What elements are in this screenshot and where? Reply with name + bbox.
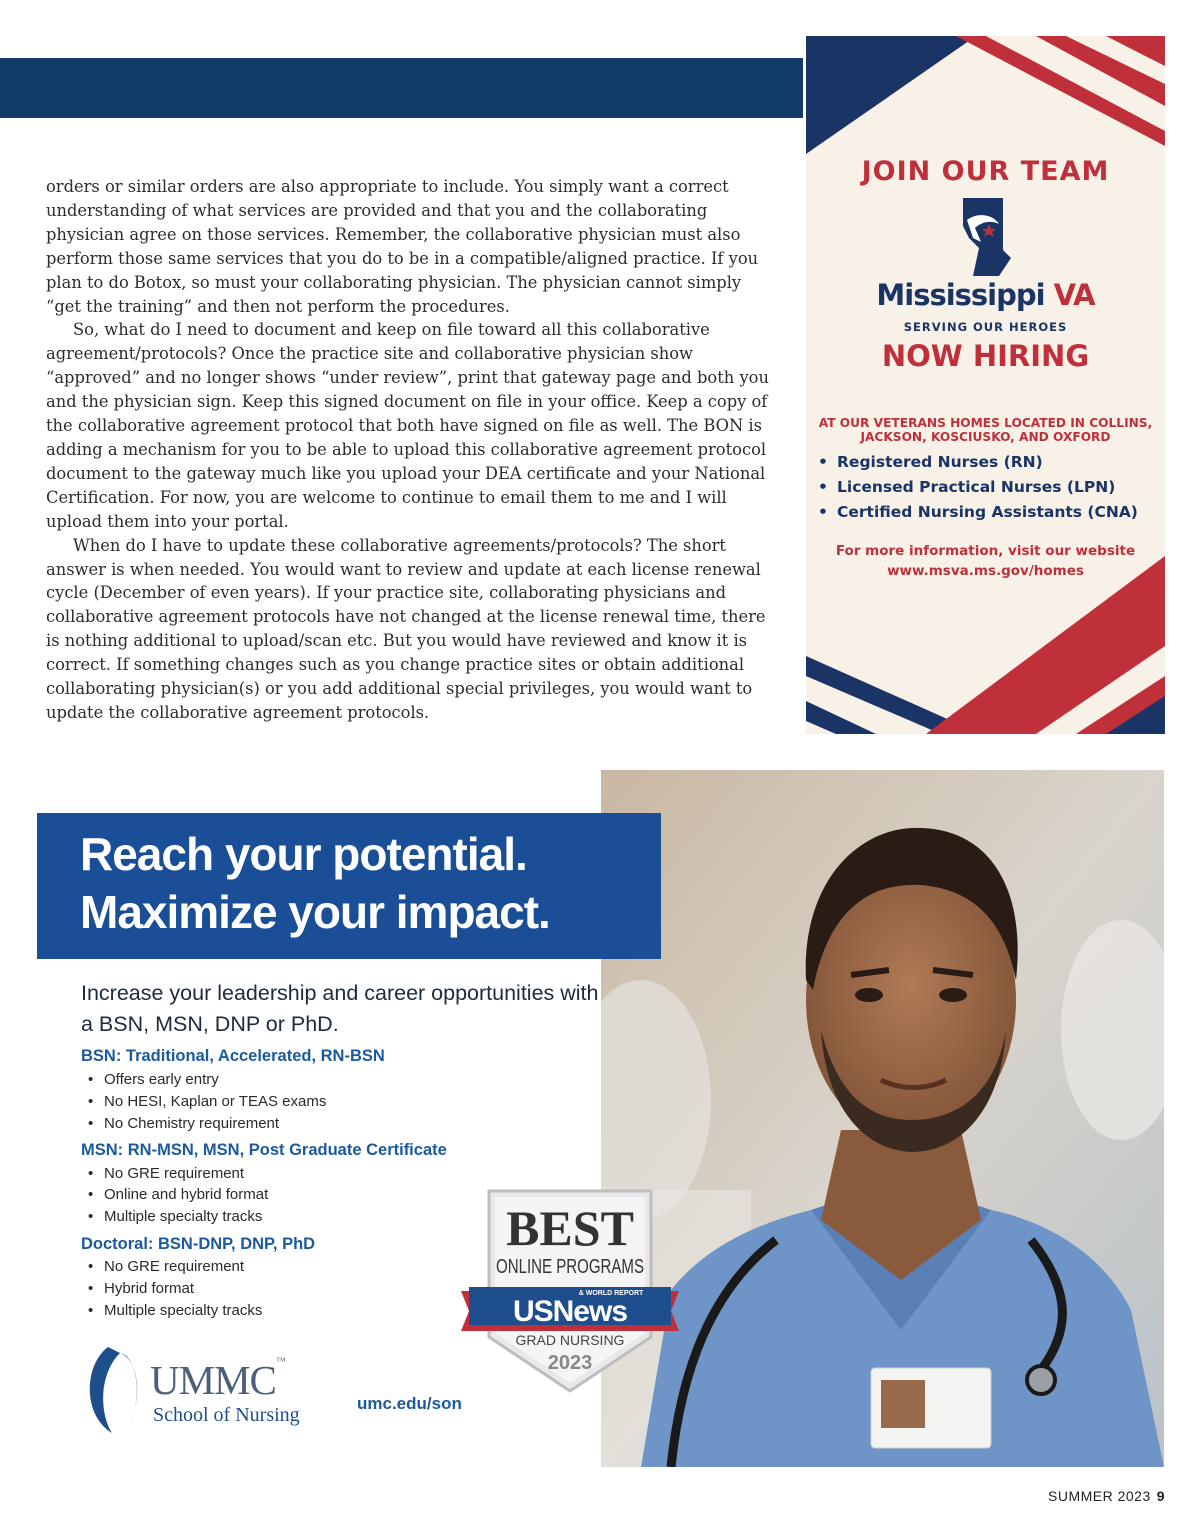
program-title-msn: MSN: RN-MSN, MSN, Post Graduate Certificate xyxy=(81,1141,447,1159)
badge-best: BEST xyxy=(506,1200,634,1256)
va-info xyxy=(806,541,1165,581)
page-number: 9 xyxy=(1156,1488,1166,1504)
list-item: • No HESI, Kaplan or TEAS exams xyxy=(88,1093,327,1110)
badge-grad-nursing: GRAD NURSING xyxy=(515,1332,625,1348)
article-body xyxy=(46,175,776,725)
program-title-bsn: BSN: Traditional, Accelerated, RN-BSN xyxy=(81,1047,385,1065)
article-paragraph: orders or similar orders are also appropriate to include. You simply want a correct understanding of what services are provided and that you and the collaborating physician agree on those services. Remember, the collaborative physician must also perform those same services that you do to be in a compatible/aligned practice. If you plan to do Botox, so must your collaborating physician. The physician cannot simply “get the training” and then not perform the procedures. xyxy=(46,177,759,316)
badge-year: 2023 xyxy=(547,1352,593,1374)
va-org-name-part1: Mississippi xyxy=(876,278,1054,312)
list-item: • No Chemistry requirement xyxy=(88,1115,280,1132)
headline-banner xyxy=(37,813,661,959)
list-item: • Certified Nursing Assistants (CNA) xyxy=(818,503,1138,521)
ummc-wordmark: UMMC™ xyxy=(150,1356,285,1403)
list-item: • Multiple specialty tracks xyxy=(88,1302,263,1319)
page-footer xyxy=(1048,1488,1165,1504)
program-title-doctoral: Doctoral: BSN-DNP, DNP, PhD xyxy=(81,1235,316,1253)
list-item: • Offers early entry xyxy=(88,1071,219,1088)
badge-online: ONLINE PROGRAMS xyxy=(496,1256,644,1278)
list-item: • Multiple specialty tracks xyxy=(88,1208,263,1225)
badge-world-report: & WORLD REPORT xyxy=(578,1290,644,1297)
article-paragraph: So, what do I need to document and keep on file toward all this collaborative agreement/protocols? Once the practice site and collaborative physician show “approved” and no longer shows “under review”, print that gateway page and both you and the physician sign. Keep this signed document on file in your office. Keep a copy of the collaborative agreement protocol that both have signed on file as well. The BON is adding a mechanism for you to be able to upload this collaborative agreement protocol document to the gateway much like you upload your DEA certificate and your National Certification. For now, you are welcome to continue to email them to me and I will upload them into your portal. xyxy=(46,320,769,531)
va-website-link[interactable]: www.msva.ms.gov/homes xyxy=(887,563,1084,579)
va-locations: AT OUR VETERANS HOMES LOCATED IN COLLINS, JACKSON, KOSCIUSKO, AND OXFORD xyxy=(818,416,1153,444)
va-info-text: For more information, visit our website xyxy=(835,543,1136,559)
list-item: • Licensed Practical Nurses (LPN) xyxy=(818,478,1116,496)
va-now-hiring: NOW HIRING xyxy=(881,339,1090,373)
ummc-subhead: Increase your leadership and career opportunities with a BSN, MSN, DNP or PhD. xyxy=(81,981,599,1036)
list-item: • Online and hybrid format xyxy=(88,1186,269,1203)
header-bar xyxy=(0,58,803,118)
us-news-badge xyxy=(459,1187,681,1395)
eagle-state-logo-icon xyxy=(959,198,1015,278)
headline-line-1: Reach your potential. xyxy=(80,828,527,880)
list-item: • No GRE requirement xyxy=(88,1165,245,1182)
list-item: • Hybrid format xyxy=(88,1280,195,1297)
list-item: • Registered Nurses (RN) xyxy=(818,453,1043,471)
va-org-name-part2: VA xyxy=(1053,278,1095,312)
article-paragraph: When do I have to update these collaborative agreements/protocols? The short answer is when needed. You would want to review and update at each license renewal cycle (December of even years). If your practice site, collaborating physicians and collaborative agreement protocols have not changed at the license renewal time, there is nothing additional to upload/scan etc. But you would have reviewed and know it is correct. If something changes such as you change practice sites or obtain additional collaborating physician(s) or you add additional special privileges, you would want to update the collaborative agreement protocols. xyxy=(46,535,766,722)
nurse-photo xyxy=(601,770,1164,1467)
flag-stripes-decoration xyxy=(806,36,1165,734)
ummc-website-link[interactable]: umc.edu/son xyxy=(357,1394,462,1413)
list-item: • No GRE requirement xyxy=(88,1258,245,1275)
va-advertisement xyxy=(806,36,1165,734)
va-heading: JOIN OUR TEAM xyxy=(861,156,1110,187)
ummc-school-name: School of Nursing xyxy=(153,1404,300,1426)
headline-line-2: Maximize your impact. xyxy=(80,886,550,938)
footer-season: SUMMER 2023 xyxy=(1048,1488,1151,1504)
va-tagline: SERVING OUR HEROES xyxy=(903,320,1068,334)
va-positions-list xyxy=(818,450,1138,525)
va-org-name xyxy=(806,278,1165,312)
badge-usnews: USNews xyxy=(512,1295,628,1328)
